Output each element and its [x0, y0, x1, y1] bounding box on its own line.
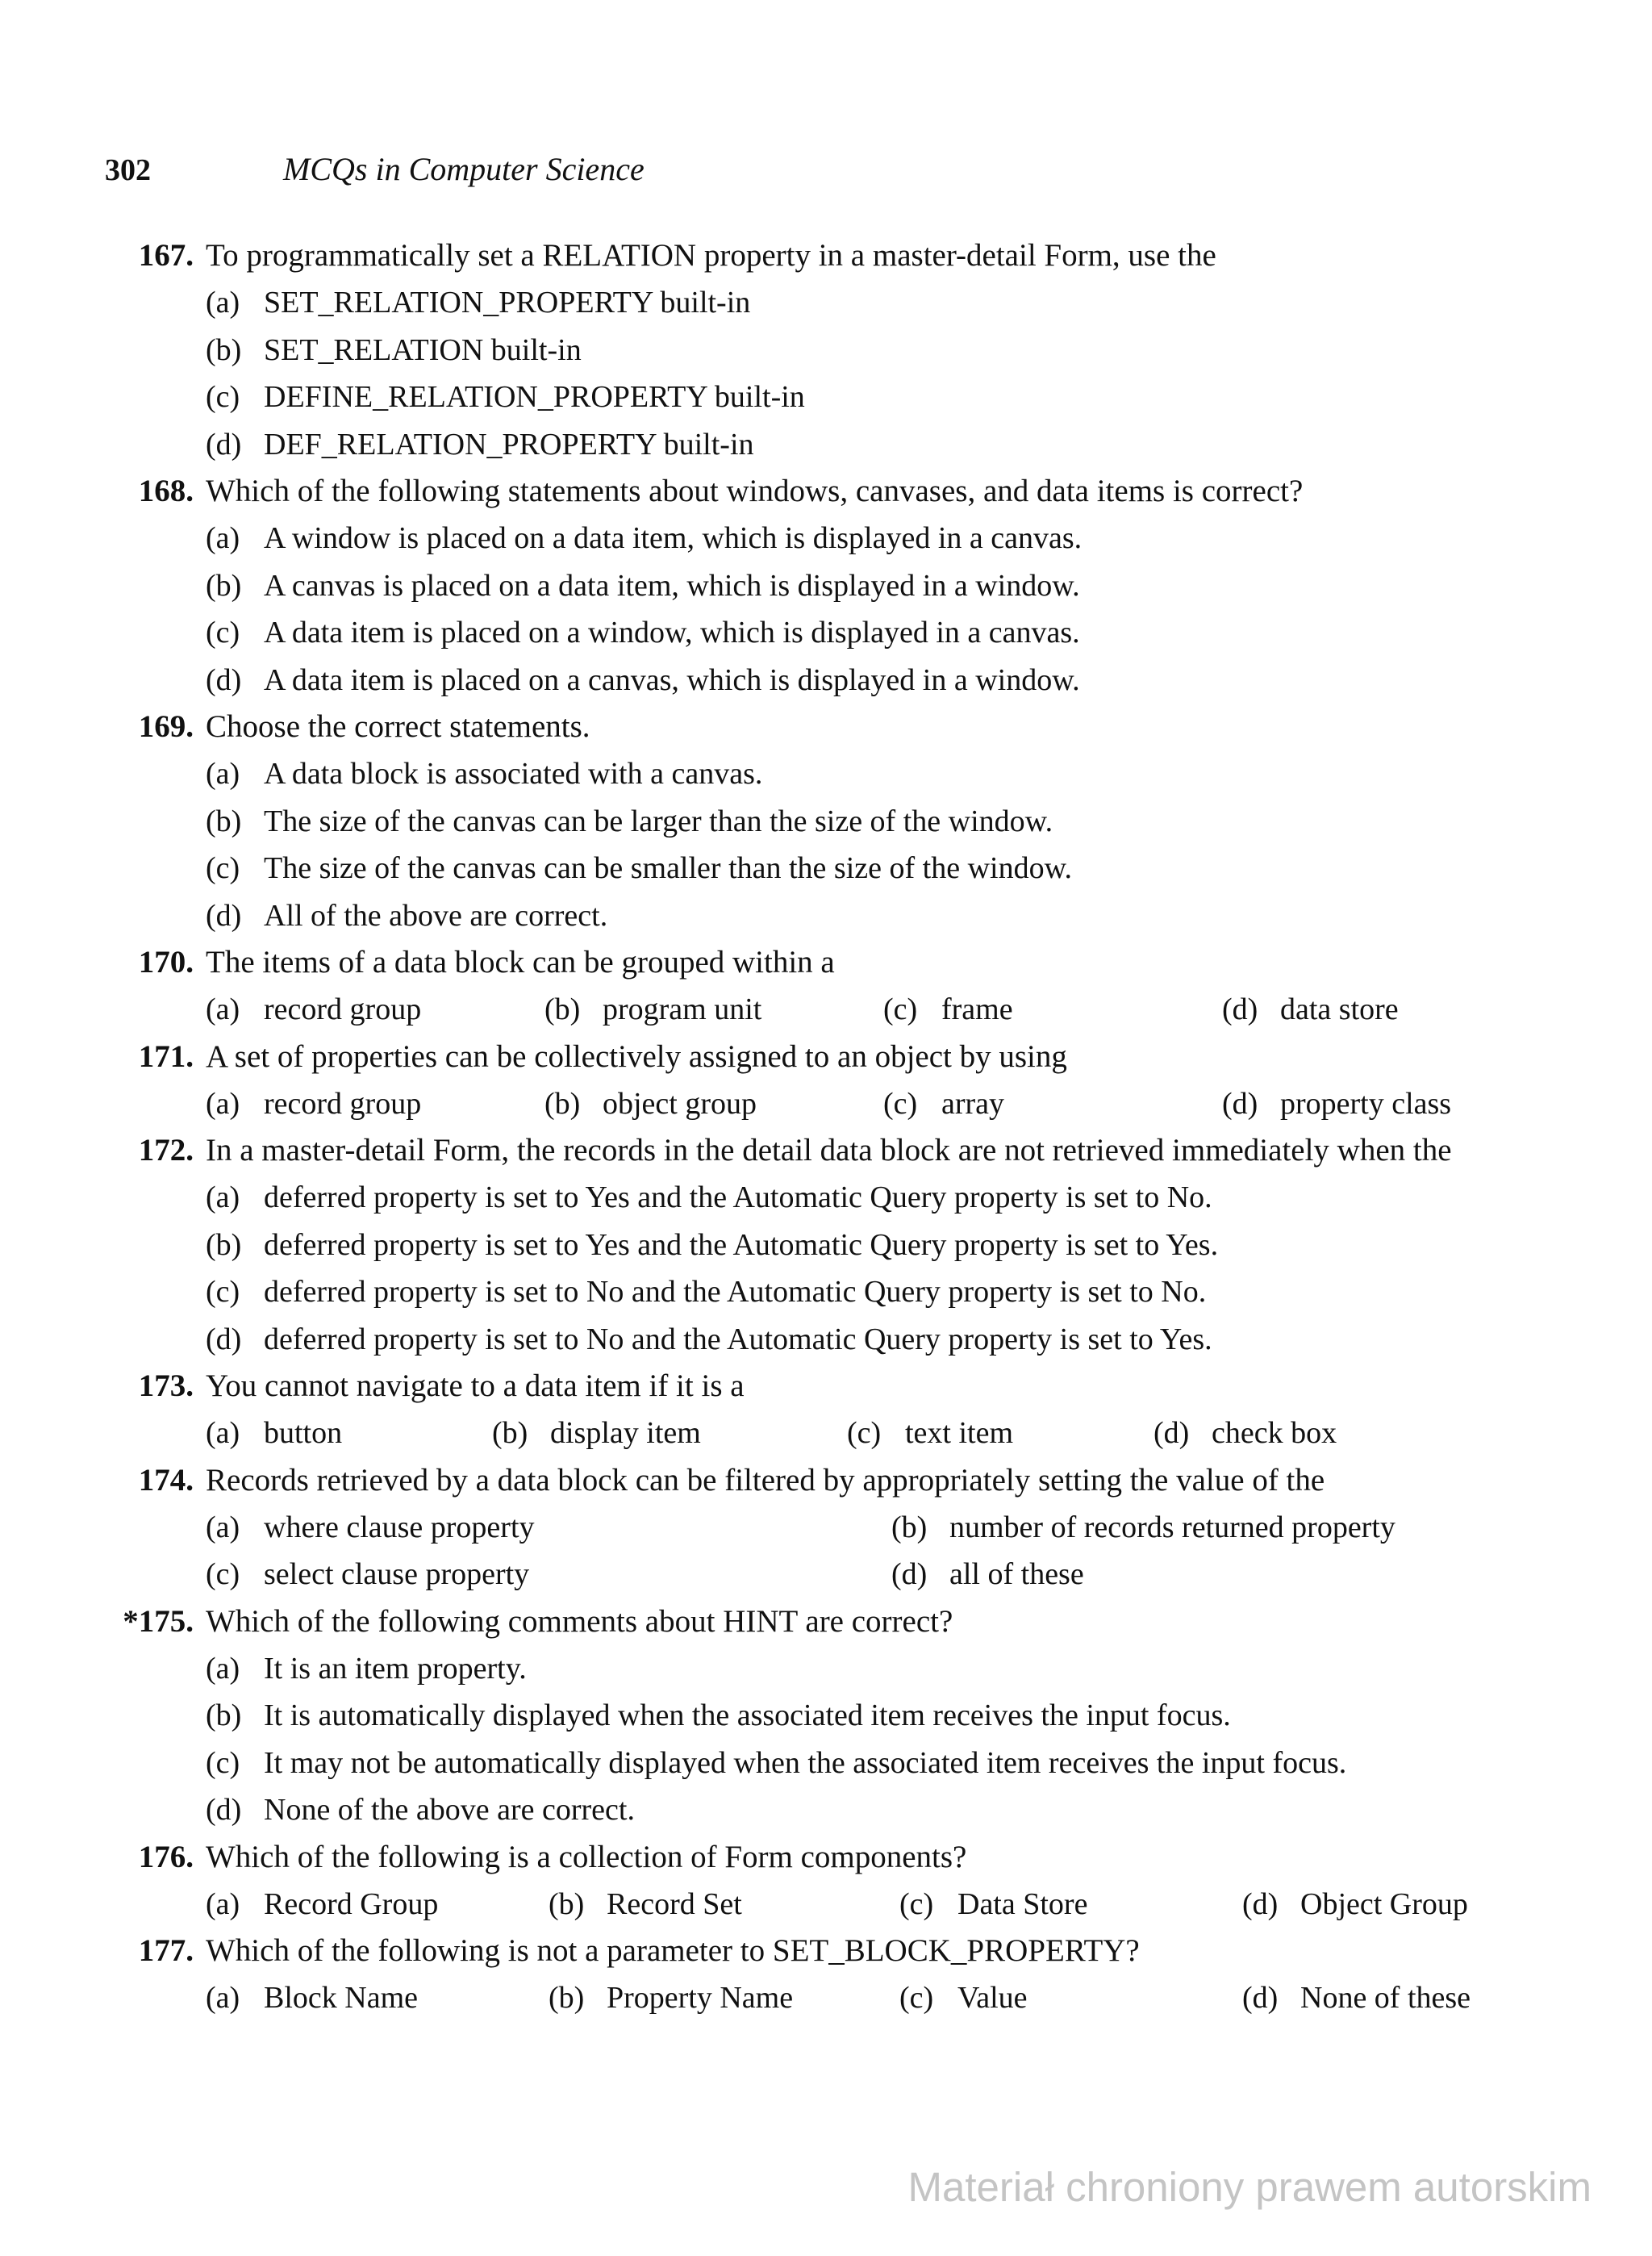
question-stem — [138, 1834, 1525, 1881]
answer-option — [206, 515, 1525, 562]
question-number: 172. — [138, 1133, 194, 1168]
answer-option — [206, 1268, 1525, 1316]
option-list — [206, 515, 1525, 704]
answer-option — [1222, 1080, 1561, 1128]
option-letter: (a) — [206, 757, 240, 791]
answer-option — [206, 562, 1525, 610]
option-text: Property Name — [607, 1981, 794, 2015]
option-letter: (b) — [492, 1416, 528, 1450]
option-list — [206, 1881, 1525, 1928]
question-item — [105, 232, 1525, 468]
answer-option — [206, 279, 1525, 327]
option-text: A data item is placed on a canvas, which is displayed in a window. — [264, 662, 1080, 697]
option-list — [206, 986, 1525, 1034]
option-text: button — [264, 1416, 343, 1450]
option-list — [206, 1974, 1525, 2022]
option-letter: (b) — [206, 804, 242, 838]
option-letter: (d) — [1242, 1981, 1279, 2015]
option-letter: (b) — [549, 1886, 585, 1921]
option-letter: (a) — [206, 1886, 240, 1921]
answer-option — [206, 1504, 891, 1552]
option-letter: (d) — [1222, 992, 1258, 1026]
running-title: MCQs in Computer Science — [283, 151, 645, 187]
option-text: data store — [1280, 992, 1399, 1026]
answer-option — [206, 1410, 492, 1457]
option-text: deferred property is set to Yes and the Automatic Query property is set to No. — [264, 1180, 1212, 1214]
option-letter: (c) — [883, 992, 918, 1026]
answer-option — [206, 1645, 1525, 1693]
option-text: A data block is associated with a canvas. — [264, 757, 763, 791]
option-text: DEF_RELATION_PROPERTY built-in — [264, 427, 754, 462]
question-text: Which of the following is not a parameter to SET_BLOCK_PROPERTY? — [206, 1933, 1140, 1968]
answer-option — [206, 892, 1525, 940]
option-text: array — [941, 1086, 1005, 1121]
option-letter: (b) — [206, 1227, 242, 1262]
answer-option — [899, 1881, 1242, 1928]
option-letter: (c) — [206, 380, 240, 414]
option-letter: (c) — [883, 1086, 918, 1121]
answer-option — [206, 1080, 544, 1128]
option-text: object group — [603, 1086, 757, 1121]
answer-option — [206, 798, 1525, 846]
question-number: *175. — [123, 1603, 194, 1639]
option-text: SET_RELATION_PROPERTY built-in — [264, 286, 751, 320]
question-number: 167. — [138, 238, 194, 273]
option-letter: (b) — [891, 1510, 928, 1544]
question-stem — [138, 232, 1525, 279]
question-text: A set of properties can be collectively assigned to an object by using — [206, 1038, 1067, 1074]
option-letter: (a) — [206, 1086, 240, 1121]
option-list — [206, 750, 1525, 939]
question-stem — [138, 1127, 1525, 1174]
option-letter: (d) — [1242, 1886, 1279, 1921]
answer-option — [206, 1316, 1525, 1364]
option-letter: (c) — [206, 851, 240, 885]
option-text: Record Set — [607, 1886, 742, 1921]
question-text: Which of the following statements about windows, canvases, and data items is correct? — [206, 474, 1304, 508]
question-number: 174. — [138, 1462, 194, 1498]
answer-option — [206, 1740, 1525, 1787]
option-letter: (c) — [847, 1416, 882, 1450]
option-text: frame — [941, 992, 1013, 1026]
option-letter: (b) — [206, 1698, 242, 1732]
option-letter: (a) — [206, 1180, 240, 1214]
question-number: 173. — [138, 1368, 194, 1403]
question-item — [105, 1457, 1525, 1598]
answer-option — [1242, 1974, 1581, 2022]
option-list — [206, 1410, 1525, 1457]
question-stem — [138, 1928, 1525, 1974]
question-item — [105, 1834, 1525, 1928]
option-letter: (b) — [544, 992, 581, 1026]
option-text: None of the above are correct. — [264, 1793, 635, 1827]
question-text: The items of a data block can be grouped within a — [206, 945, 835, 980]
answer-option — [1153, 1410, 1492, 1457]
question-stem — [123, 1598, 1525, 1645]
option-text: DEFINE_RELATION_PROPERTY built-in — [264, 380, 805, 414]
question-stem — [138, 939, 1525, 986]
option-letter: (d) — [891, 1557, 928, 1591]
option-text: The size of the canvas can be smaller than the size of the window. — [264, 851, 1073, 885]
option-text: where clause property — [264, 1510, 535, 1544]
question-item — [105, 704, 1525, 939]
option-text: property class — [1280, 1086, 1452, 1121]
question-stem — [138, 1457, 1525, 1504]
page-header — [105, 150, 645, 188]
question-number: 176. — [138, 1839, 194, 1874]
answer-option — [549, 1974, 899, 2022]
question-text: Which of the following is a collection of Form components? — [206, 1839, 967, 1874]
question-list — [105, 232, 1525, 2022]
question-text: In a master-detail Form, the records in the detail data block are not retrieved immediately when the — [206, 1133, 1452, 1168]
question-number: 171. — [138, 1038, 194, 1074]
question-text: To programmatically set a RELATION property in a master-detail Form, use the — [206, 238, 1216, 273]
option-text: A canvas is placed on a data item, which is displayed in a window. — [264, 568, 1080, 603]
option-letter: (c) — [899, 1886, 934, 1921]
answer-option — [206, 657, 1525, 704]
option-text: Block Name — [264, 1981, 419, 2015]
answer-option — [206, 986, 544, 1034]
question-stem — [138, 704, 1525, 750]
option-letter: (b) — [206, 568, 242, 603]
answer-option — [206, 845, 1525, 892]
answer-option — [206, 1974, 549, 2022]
option-letter: (a) — [206, 992, 240, 1026]
question-number: 170. — [138, 945, 194, 980]
page-number: 302 — [105, 153, 151, 187]
option-letter: (a) — [206, 1981, 240, 2015]
option-letter: (a) — [206, 1651, 240, 1686]
answer-option — [492, 1410, 847, 1457]
option-text: All of the above are correct. — [264, 898, 608, 933]
option-text: all of these — [949, 1557, 1084, 1591]
answer-option — [206, 327, 1525, 374]
option-letter: (d) — [206, 427, 242, 462]
question-stem — [138, 468, 1525, 515]
option-list — [206, 1504, 1525, 1598]
option-text: It is an item property. — [264, 1651, 527, 1686]
option-letter: (a) — [206, 521, 240, 555]
option-letter: (a) — [206, 1510, 240, 1544]
answer-option — [1242, 1881, 1581, 1928]
question-item — [105, 468, 1525, 704]
answer-option — [206, 1692, 1525, 1740]
answer-option — [206, 1881, 549, 1928]
option-text: Value — [957, 1981, 1028, 2015]
option-text: select clause property — [264, 1557, 530, 1591]
option-text: deferred property is set to No and the Automatic Query property is set to Yes. — [264, 1322, 1212, 1356]
answer-option — [544, 986, 883, 1034]
option-text: record group — [264, 1086, 422, 1121]
copyright-watermark: Materiał chroniony prawem autorskim — [907, 2164, 1592, 2210]
option-text: Object Group — [1300, 1886, 1468, 1921]
option-text: deferred property is set to No and the Automatic Query property is set to No. — [264, 1275, 1207, 1309]
answer-option — [206, 421, 1525, 469]
question-number: 168. — [138, 474, 194, 508]
option-text: check box — [1212, 1416, 1337, 1450]
option-letter: (a) — [206, 286, 240, 320]
question-item — [105, 1928, 1525, 2022]
question-item — [105, 1363, 1525, 1457]
question-item — [105, 1598, 1525, 1834]
option-text: The size of the canvas can be larger than the size of the window. — [264, 804, 1053, 838]
option-letter: (d) — [206, 1793, 242, 1827]
answer-option — [883, 1080, 1222, 1128]
question-text: Records retrieved by a data block can be filtered by appropriately setting the value of the — [206, 1462, 1325, 1498]
option-letter: (c) — [206, 616, 240, 650]
option-text: A window is placed on a data item, which is displayed in a canvas. — [264, 521, 1083, 555]
answer-option — [891, 1551, 1577, 1598]
answer-option — [883, 986, 1222, 1034]
question-item — [105, 1127, 1525, 1363]
option-text: deferred property is set to Yes and the Automatic Query property is set to Yes. — [264, 1227, 1219, 1262]
question-text: You cannot navigate to a data item if it is a — [206, 1368, 745, 1403]
answer-option — [206, 609, 1525, 657]
option-text: Record Group — [264, 1886, 439, 1921]
option-list — [206, 1174, 1525, 1363]
option-letter: (b) — [544, 1086, 581, 1121]
answer-option — [206, 1222, 1525, 1269]
option-text: number of records returned property — [949, 1510, 1395, 1544]
option-text: None of these — [1300, 1981, 1471, 2015]
answer-option — [206, 1174, 1525, 1222]
option-list — [206, 1645, 1525, 1834]
option-list — [206, 1080, 1525, 1128]
option-text: A data item is placed on a window, which is displayed in a canvas. — [264, 616, 1080, 650]
option-text: record group — [264, 992, 422, 1026]
option-letter: (d) — [1153, 1416, 1190, 1450]
option-letter: (b) — [206, 332, 242, 367]
option-letter: (c) — [206, 1745, 240, 1780]
option-text: Data Store — [957, 1886, 1088, 1921]
answer-option — [899, 1974, 1242, 2022]
answer-option — [891, 1504, 1577, 1552]
answer-option — [206, 374, 1525, 421]
option-letter: (b) — [549, 1981, 585, 2015]
question-text: Choose the correct statements. — [206, 709, 590, 744]
option-letter: (c) — [206, 1275, 240, 1309]
answer-option — [206, 750, 1525, 798]
question-stem — [138, 1363, 1525, 1410]
question-item — [105, 939, 1525, 1034]
question-number: 169. — [138, 709, 194, 744]
answer-option — [847, 1410, 1153, 1457]
answer-option — [206, 1786, 1525, 1834]
option-text: program unit — [603, 992, 762, 1026]
option-list — [206, 279, 1525, 468]
answer-option — [544, 1080, 883, 1128]
option-letter: (d) — [206, 898, 242, 933]
option-text: It is automatically displayed when the associated item receives the input focus. — [264, 1698, 1231, 1732]
question-item — [105, 1034, 1525, 1128]
answer-option — [1222, 986, 1561, 1034]
option-text: SET_RELATION built-in — [264, 332, 582, 367]
option-text: text item — [905, 1416, 1014, 1450]
option-text: display item — [550, 1416, 701, 1450]
option-letter: (d) — [206, 662, 242, 697]
option-letter: (c) — [899, 1981, 934, 2015]
option-text: It may not be automatically displayed when the associated item receives the input focus. — [264, 1745, 1347, 1780]
option-letter: (d) — [206, 1322, 242, 1356]
answer-option — [206, 1551, 891, 1598]
option-letter: (a) — [206, 1416, 240, 1450]
question-stem — [138, 1034, 1525, 1080]
question-number: 177. — [138, 1933, 194, 1968]
answer-option — [549, 1881, 899, 1928]
option-letter: (d) — [1222, 1086, 1258, 1121]
question-text: Which of the following comments about HINT are correct? — [206, 1603, 953, 1639]
option-letter: (c) — [206, 1557, 240, 1591]
